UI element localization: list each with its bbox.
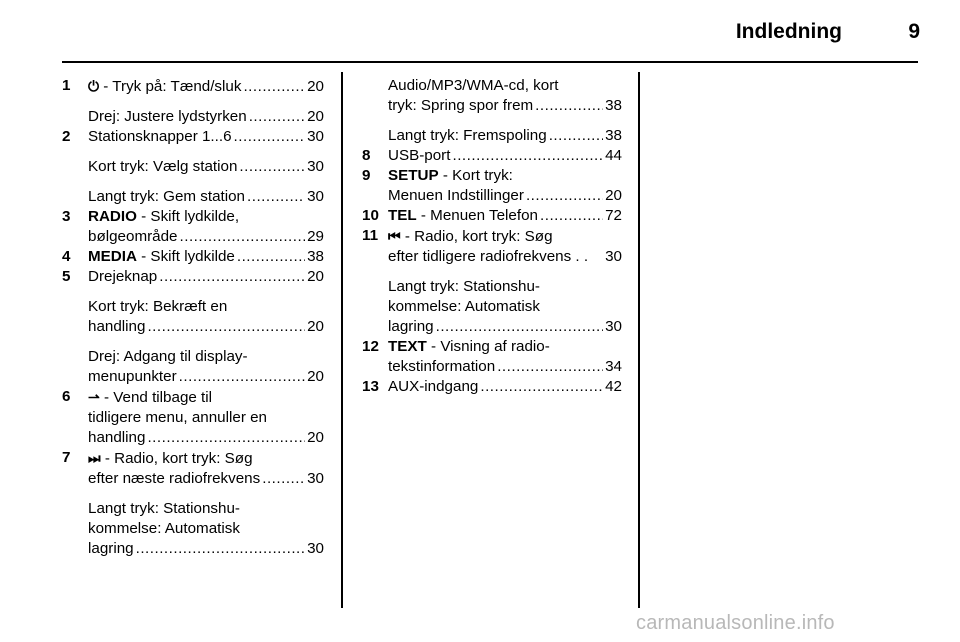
- entry-text: menupunkter: [88, 368, 177, 385]
- entry-text: - Vend tilbage til: [99, 389, 213, 406]
- keyword: TEL: [388, 207, 417, 224]
- entry-1: [62, 76, 324, 97]
- entry-number: 8: [362, 147, 371, 164]
- entry-12: [362, 337, 622, 377]
- back-arrow-icon: ⇀: [88, 389, 100, 405]
- page-ref: 30: [307, 470, 324, 487]
- right-column: [362, 76, 622, 407]
- page-ref: 38: [307, 248, 324, 265]
- entry-11: [362, 226, 622, 267]
- entry-text: tryk: Spring spor frem: [388, 97, 534, 114]
- page-ref: 29: [307, 228, 324, 245]
- entry-2-sub: [62, 157, 324, 177]
- entry-number: 2: [62, 128, 71, 145]
- entry-text: Kort tryk: Bekræft en: [88, 298, 228, 315]
- entry-text: Langt tryk: Stationshu-: [88, 500, 240, 517]
- entry-text: Langt tryk: Gem station: [88, 188, 246, 205]
- entry-9: [362, 166, 622, 206]
- page-ref: 30: [307, 188, 324, 205]
- entry-number: 4: [62, 248, 71, 265]
- entry-text: tekstinformation: [388, 358, 496, 375]
- header-rule: [62, 61, 918, 63]
- entry-4: [62, 247, 324, 267]
- entry-10: [362, 206, 622, 226]
- entry-text: efter næste radiofrekvens: [88, 470, 261, 487]
- page-ref: 20: [307, 318, 324, 335]
- page-ref: 30: [605, 248, 622, 265]
- entry-text: kommelse: Automatisk: [388, 298, 540, 315]
- entry-text: Langt tryk: Stationshu-: [388, 278, 540, 295]
- keyword: MEDIA: [88, 248, 137, 265]
- page-ref: 34: [605, 358, 622, 375]
- entry-text: - Visning af radio-: [426, 338, 550, 355]
- page-title: Indledning: [735, 20, 842, 43]
- entry-number: 10: [362, 207, 379, 224]
- page-ref: 20: [307, 268, 324, 285]
- entry-13: [362, 377, 622, 397]
- page-ref: 44: [605, 147, 622, 164]
- entry-2-sub: [62, 187, 324, 207]
- page-ref: 30: [605, 318, 622, 335]
- entry-text: tidligere menu, annuller en: [88, 409, 267, 426]
- page-ref: 20: [307, 368, 324, 385]
- entry-text: lagring: [88, 540, 134, 557]
- entry-2: [62, 127, 324, 147]
- entry-number: 5: [62, 268, 71, 285]
- entry-text: - Skift lydkilde: [136, 248, 235, 265]
- entry-3: [62, 207, 324, 247]
- page-ref: 20: [307, 78, 324, 95]
- entry-line: [88, 76, 324, 97]
- entry-6: [62, 387, 324, 448]
- column-divider: [341, 72, 343, 608]
- entry-number: 3: [62, 208, 71, 225]
- entry-text: - Radio, kort tryk: Søg: [400, 228, 553, 245]
- entry-number: 1: [62, 77, 71, 94]
- keyword: SETUP: [388, 167, 439, 184]
- page-ref: 30: [307, 540, 324, 557]
- entry-7-continued: [362, 76, 622, 116]
- entry-text: bølgeområde: [88, 228, 178, 245]
- entry-5: [62, 267, 324, 287]
- entry-text: Drej: Adgang til display-: [88, 348, 248, 365]
- page-ref: 30: [307, 158, 324, 175]
- entry-number: 12: [362, 338, 379, 355]
- page-ref: 20: [605, 187, 622, 204]
- entry-text: handling: [88, 318, 146, 335]
- entry-text: Drej: Justere lydstyrken: [88, 108, 247, 125]
- entry-7: [62, 448, 324, 489]
- entry-11-sub: [362, 277, 622, 337]
- entry-5-sub: [62, 347, 324, 387]
- watermark: carmanualsonline.info: [636, 612, 835, 634]
- entry-text: handling: [88, 429, 146, 446]
- entry-text: AUX-indgang: [388, 378, 479, 395]
- entry-number: 11: [362, 227, 379, 244]
- entry-5-sub: [62, 297, 324, 337]
- entry-text: - Kort tryk:: [438, 167, 513, 184]
- keyword: RADIO: [88, 208, 137, 225]
- entry-7-sub: [62, 499, 324, 559]
- entry-1-sub: [62, 107, 324, 127]
- entry-text: Drejeknap: [88, 268, 158, 285]
- page-ref: 20: [307, 429, 324, 446]
- column-divider: [638, 72, 640, 608]
- entry-text: - Menuen Telefon: [416, 207, 538, 224]
- entry-text: USB-port: [388, 147, 451, 164]
- entry-8: [362, 146, 622, 166]
- page-ref: 72: [605, 207, 622, 224]
- left-column: [62, 76, 324, 569]
- entry-text: - Radio, kort tryk: Søg: [100, 450, 253, 467]
- entry-number: 13: [362, 378, 379, 395]
- page-number: 9: [908, 20, 920, 43]
- previous-track-icon: ⏮: [388, 228, 401, 244]
- entry-text: Kort tryk: Vælg station: [88, 158, 238, 175]
- entry-text: kommelse: Automatisk: [88, 520, 240, 537]
- entry-7-continued: [362, 126, 622, 146]
- entry-text: Audio/MP3/WMA-cd, kort: [388, 77, 559, 94]
- entry-number: 7: [62, 449, 71, 466]
- entry-text: lagring: [388, 318, 434, 335]
- keyword: TEXT: [388, 338, 427, 355]
- entry-text: efter tidligere radiofrekvens . .: [388, 248, 589, 265]
- page-ref: 30: [307, 128, 324, 145]
- entry-text: Langt tryk: Fremspoling: [388, 127, 547, 144]
- page-ref: 38: [605, 97, 622, 114]
- page-ref: 20: [307, 108, 324, 125]
- entry-text: Menuen Indstillinger: [388, 187, 524, 204]
- entry-number: 9: [362, 167, 371, 184]
- entry-text: - Tryk på: Tænd/sluk: [99, 78, 242, 95]
- entry-number: 6: [62, 388, 71, 405]
- next-track-icon: ⏭: [88, 450, 101, 466]
- page-ref: 42: [605, 378, 622, 395]
- page-ref: 38: [605, 127, 622, 144]
- entry-text: - Skift lydkilde,: [136, 208, 240, 225]
- entry-text: Stationsknapper 1...6: [88, 128, 232, 145]
- power-icon: ⏻: [88, 78, 100, 94]
